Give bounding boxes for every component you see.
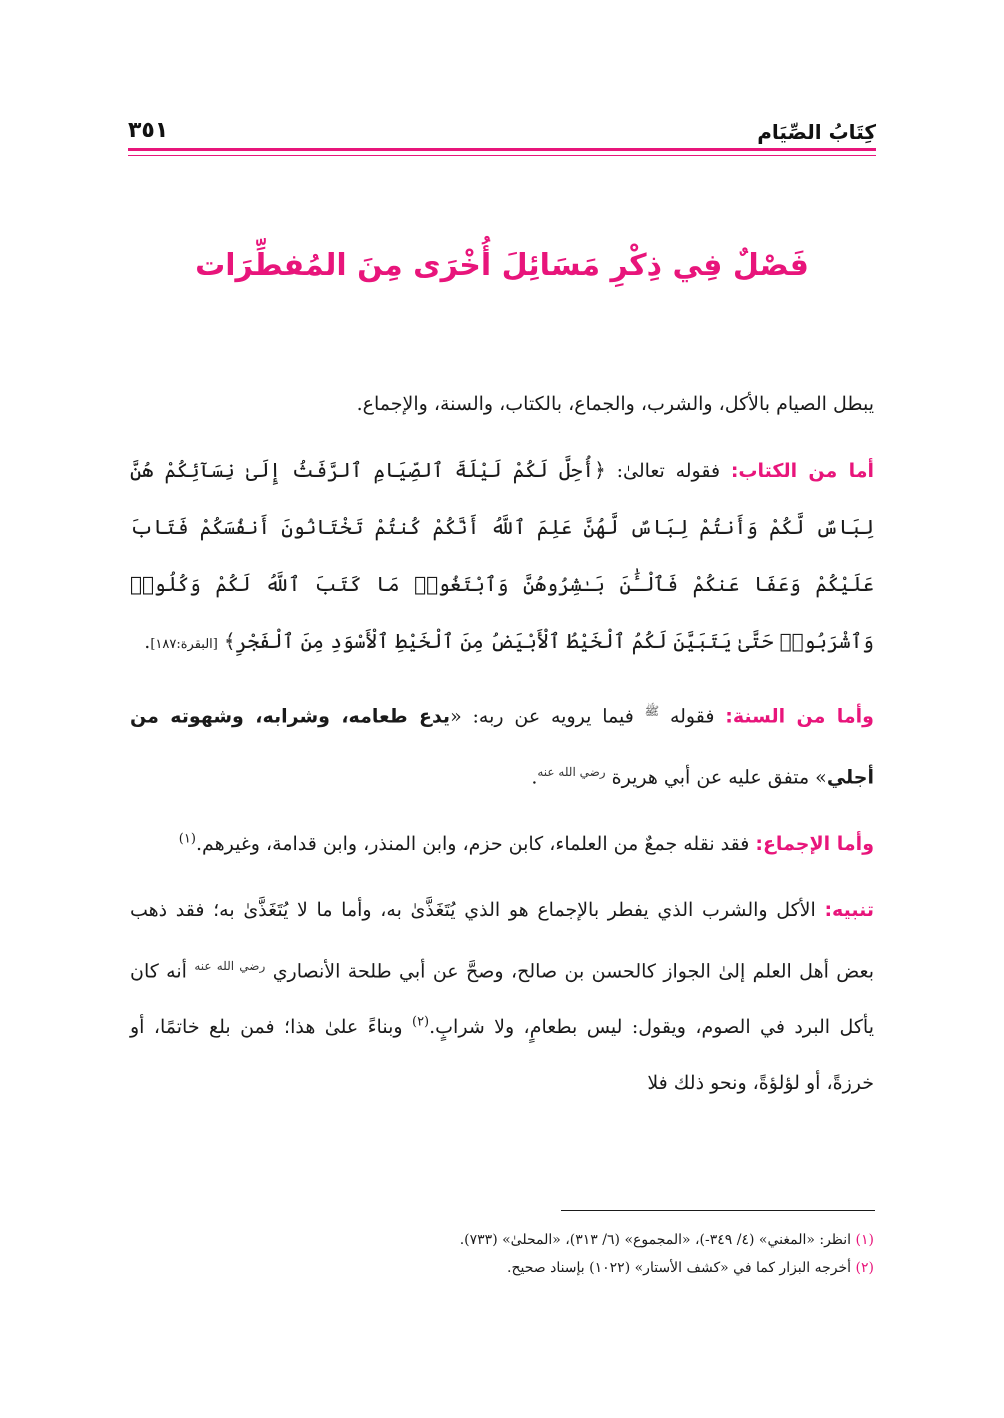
footnotes	[130, 1226, 874, 1282]
verse-reference: [البقرة:١٨٧]	[150, 637, 218, 652]
footnote-text: انظر: «المغني» (٤/ ٣٤٩-)، «المجموع» (٦/ ٣١٣)، «المحلىٰ» (٧٣٣).	[459, 1232, 852, 1248]
tanbih-label: تنبيه:	[824, 898, 874, 921]
page-number: ٣٥١	[128, 118, 169, 143]
footnote-1	[130, 1226, 874, 1254]
footnote-2	[130, 1254, 874, 1282]
radiallah-honorific-2: رضي الله عنه	[194, 958, 266, 973]
sunna-paragraph: وأما من السنة: فقوله $^ﷺ$ فيما يرويه عن ربه: «يدع طعامه، وشرابه، وشهوته من أجلي» متفق عليه عن أبي هريرة $^{رضي الله عنه}$.	[130, 704, 874, 789]
footnote-separator	[561, 1210, 875, 1211]
footnote-number: (٢)	[855, 1260, 874, 1276]
header-rule-thick	[128, 148, 876, 151]
body-text	[130, 376, 874, 1111]
ijma-paragraph: وأما الإجماع: فقد نقله جمعٌ من العلماء، كابن حزم، وابن المنذر، وابن قدامة، وغيرهم.$^{(١)}$	[178, 831, 874, 855]
footnote-ref-2[interactable]: (٢)	[411, 1014, 430, 1030]
running-title: كِتَابُ الصِّيَام	[757, 120, 876, 144]
quran-verse: ﴿أُحِلَّ لَكُمْ لَيْلَةَ ٱلصِّيَامِ ٱلرَّفَثُ إِلَىٰ نِسَآئِكُمْ هُنَّ لِبَاسٌ لَّكُمْ وَأَنتُمْ لِبَاسٌ لَّهُنَّ عَلِمَ ٱللَّهُ أَنَّكُمْ كُنتُمْ تَخْتَانُونَ أَنفُسَكُمْ فَتَابَ عَلَيْكُمْ وَعَفَا عَنكُمْ فَٱلْـَٰٔنَ بَـٰشِرُوهُنَّ وَٱبْتَغُوا۟ مَا كَتَبَ ٱللَّهُ لَكُمْ وَكُلُوا۟ وَٱشْرَبُوا۟ حَتَّىٰ يَتَبَيَّنَ لَكُمُ ٱلْخَيْطُ ٱلْأَبْيَضُ مِنَ ٱلْخَيْطِ ٱلْأَسْوَدِ مِنَ ٱلْفَجْرِ﴾	[130, 458, 874, 653]
ijma-label: وأما الإجماع:	[755, 832, 874, 855]
footnote-text: أخرجه البزار كما في «كشف الأستار» (١٠٢٢) بإسناد صحيح.	[507, 1260, 852, 1276]
page-header	[128, 112, 876, 152]
radiallah-honorific: رضي الله عنه	[537, 765, 606, 780]
tanbih-paragraph: تنبيه: الأكل والشرب الذي يفطر بالإجماع هو الذي يُتَغَذَّىٰ به، وأما ما لا يُتَغَذَّىٰ به؛ فقد ذهب بعض أهل العلم إلىٰ الجواز كالحسن بن صالح، وصحَّ عن أبي طلحة الأنصاري $^{رضي الله عنه}$ أنه كان يأكل البرد في الصوم، ويقول: ليس بطعامٍ، ولا شرابٍ.$^{(٢)}$ وبناءً علىٰ هذا؛ فمن بلع خاتمًا، أو خرزةً، أو لؤلؤةً، ونحو ذلك فلا	[130, 898, 875, 1094]
salawat-honorific: ﷺ	[644, 704, 660, 718]
kitab-lead: فقوله تعالىٰ:	[616, 460, 721, 482]
sunna-label: وأما من السنة:	[725, 705, 874, 728]
chapter-title: فَصْلٌ فِي ذِكْرِ مَسَائِلَ أُخْرَى مِنَ المُفطِّرَات	[195, 248, 809, 283]
kitab-label: أما من الكتاب:	[730, 460, 875, 482]
footnote-ref-1[interactable]: (١)	[178, 831, 196, 847]
kitab-paragraph: أما من الكتاب: فقوله تعالىٰ: ﴿أُحِلَّ لَكُمْ لَيْلَةَ ٱلصِّيَامِ ٱلرَّفَثُ إِلَىٰ نِسَآئِكُمْ هُنَّ لِبَاسٌ لَّكُمْ وَأَنتُمْ لِبَاسٌ لَّهُنَّ عَلِمَ ٱللَّهُ أَنَّكُمْ كُنتُمْ تَخْتَانُونَ أَنفُسَكُمْ فَتَابَ عَلَيْكُمْ وَعَفَا عَنكُمْ فَٱلْـَٰٔنَ بَـٰشِرُوهُنَّ وَٱبْتَغُوا۟ مَا كَتَبَ ٱللَّهُ لَكُمْ وَكُلُوا۟ وَٱشْرَبُوا۟ حَتَّىٰ يَتَبَيَّنَ لَكُمُ ٱلْخَيْطُ ٱلْأَبْيَضُ مِنَ ٱلْخَيْطِ ٱلْأَسْوَدِ مِنَ ٱلْفَجْرِ﴾ [البقرة:١٨٧].	[130, 458, 875, 653]
footnote-number: (١)	[855, 1232, 874, 1248]
header-rule-thin	[128, 155, 876, 156]
hadith-quote: يدع طعامه، وشرابه، وشهوته من أجلي	[130, 705, 874, 789]
intro-paragraph: يبطل الصيام بالأكل، والشرب، والجماع، بالكتاب، والسنة، والإجماع.	[356, 393, 874, 415]
